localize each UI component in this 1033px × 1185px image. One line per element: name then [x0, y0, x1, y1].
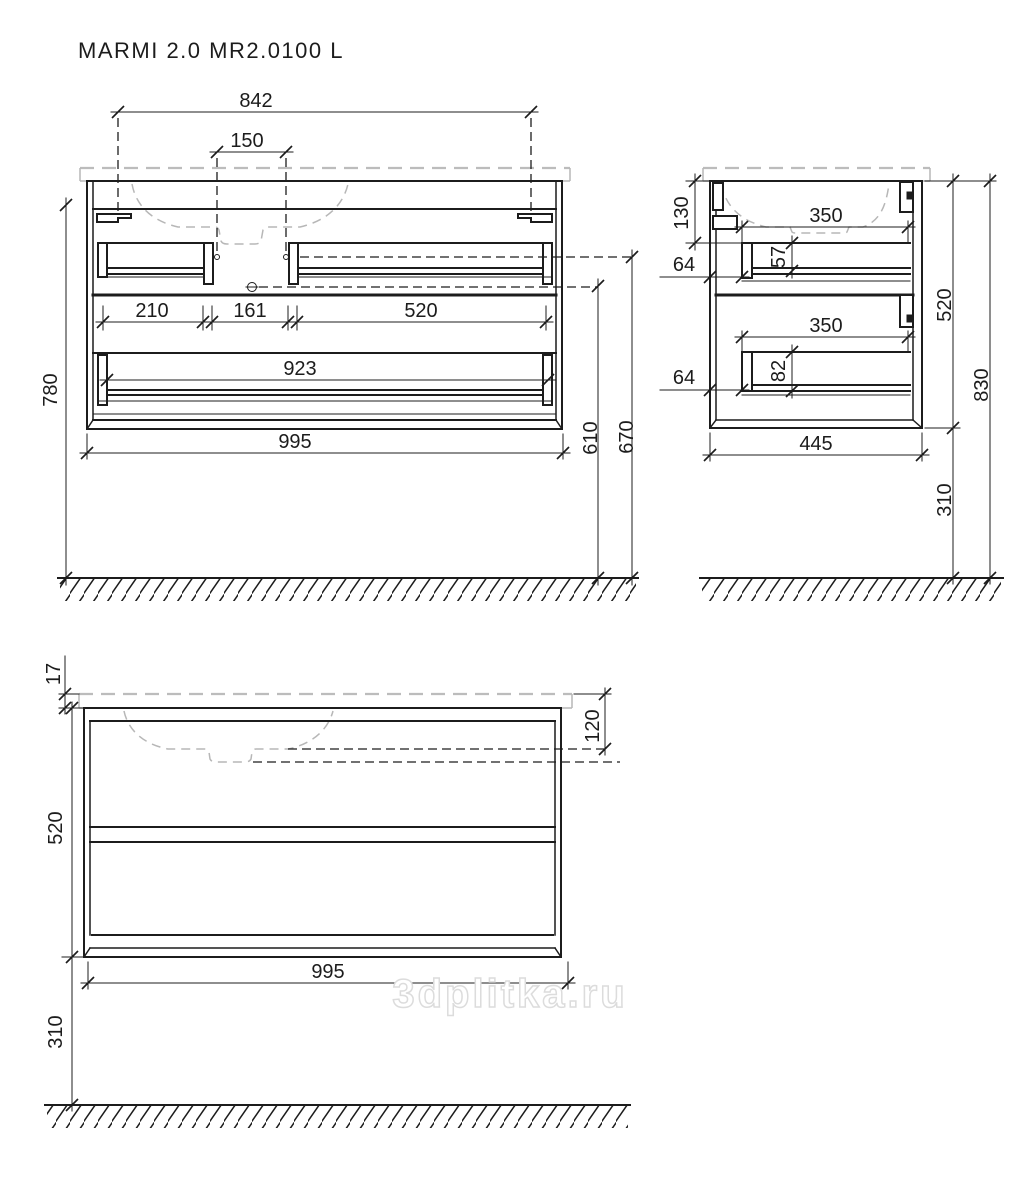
- dim-label-64-bottom: 64: [672, 367, 696, 389]
- dim-label-57: 57: [768, 245, 790, 269]
- side-wall-bracket-horizontal: [713, 216, 737, 229]
- dim-label-130: 130: [671, 196, 693, 230]
- dim-label-210: 210: [135, 300, 169, 322]
- dim-label-64-top: 64: [672, 254, 696, 276]
- dim-label-150: 150: [230, 130, 264, 152]
- dim-label-780: 780: [40, 373, 62, 407]
- dim-label-923: 923: [283, 358, 317, 380]
- watermark: 3dplitka.ru: [392, 972, 628, 1016]
- drawing-title: MARMI 2.0 MR2.0100 L: [78, 38, 344, 63]
- dim-label-445: 445: [799, 433, 833, 455]
- dim-label-520-bottom: 520: [45, 811, 67, 845]
- dim-label-995: 995: [278, 431, 312, 453]
- side-floor: [700, 578, 1003, 601]
- dim-label-350-bottom: 350: [809, 315, 843, 337]
- dim-label-520: 520: [404, 300, 438, 322]
- dim-label-995-bottom: 995: [311, 961, 345, 983]
- dim-label-82: 82: [768, 359, 790, 383]
- dim-label-842: 842: [239, 90, 273, 112]
- dim-label-310-bottom: 310: [45, 1015, 67, 1049]
- dim-label-120: 120: [582, 709, 604, 743]
- bottom-floor: [45, 1105, 630, 1128]
- dim-label-670: 670: [616, 420, 638, 454]
- dim-label-610: 610: [580, 421, 602, 455]
- front-floor: [58, 578, 638, 601]
- dim-label-520-side: 520: [934, 288, 956, 322]
- dim-label-350-top: 350: [809, 205, 843, 227]
- dim-label-830: 830: [971, 368, 993, 402]
- dim-label-17: 17: [43, 662, 65, 686]
- dim-label-161: 161: [233, 300, 267, 322]
- dim-label-310-side: 310: [934, 483, 956, 517]
- side-wall-bracket-vertical: [713, 183, 723, 210]
